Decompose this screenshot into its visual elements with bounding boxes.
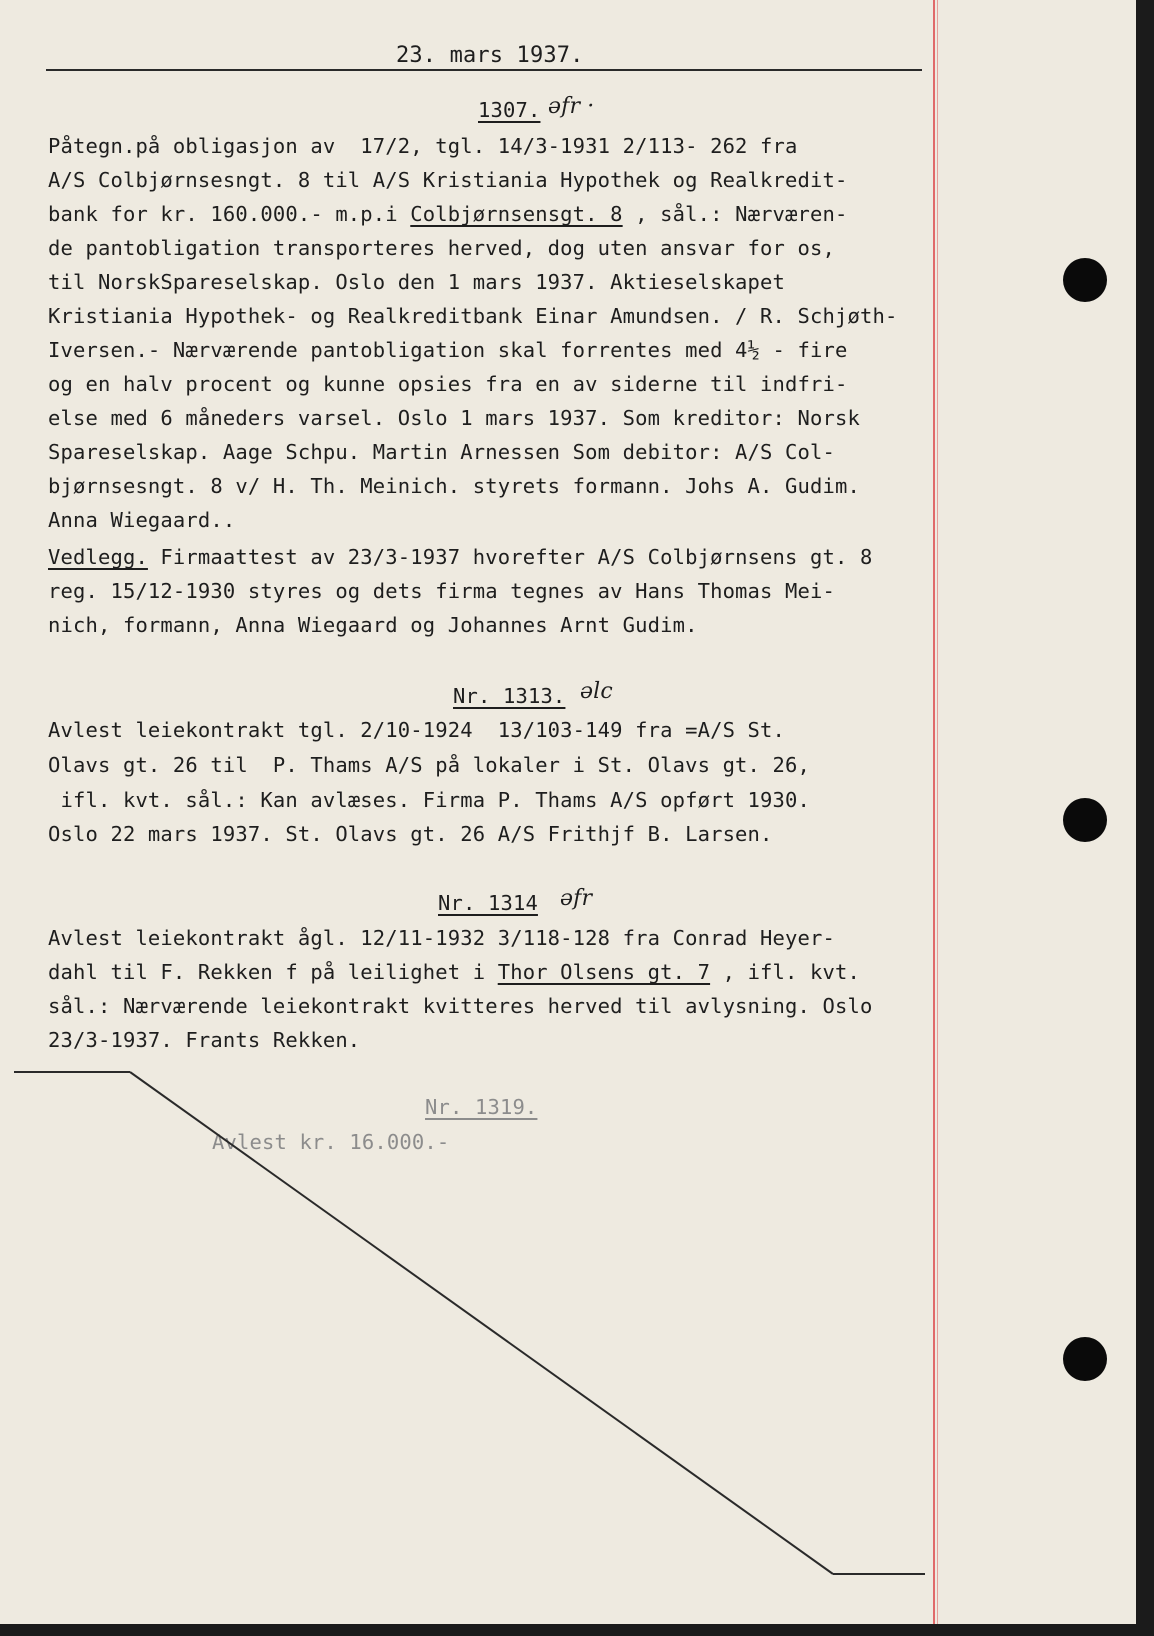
attachment-text: Firmaattest av 23/3-1937 hvorefter A/S Colbjørnsens gt. 8 bbox=[147, 545, 873, 569]
entry-line: de pantobligation transporteres herved, dog uten ansvar for os, bbox=[48, 236, 835, 260]
entry-line: A/S Colbjørnsesngt. 8 til A/S Kristiania Hypothek og Realkredit- bbox=[48, 168, 848, 192]
entry-line: Iversen.- Nærværende pantobligation skal forrentes med 4½ - fire bbox=[48, 338, 848, 362]
entry-line: 23/3-1937. Frants Rekken. bbox=[48, 1028, 361, 1052]
entry-line: else med 6 måneders varsel. Oslo 1 mars 1937. Som kreditor: Norsk bbox=[48, 406, 860, 430]
clerk-initials: ǝfr · bbox=[548, 94, 595, 119]
attachment-label: Vedlegg. bbox=[48, 545, 148, 569]
entry-line-text: dahl til F. Rekken f på leilighet i bbox=[48, 960, 498, 984]
page-date-header: 23. mars 1937. bbox=[396, 43, 584, 68]
entry-line-text: bank for kr. 160.000.- m.p.i bbox=[48, 202, 411, 226]
entry-line: bjørnsesngt. 8 v/ H. Th. Meinich. styrets formann. Johs A. Gudim. bbox=[48, 474, 860, 498]
property-address: Colbjørnsensgt. 8 bbox=[410, 202, 623, 226]
entry-line-text: , ifl. kvt. bbox=[710, 960, 860, 984]
entry-line: ifl. kvt. sål.: Kan avlæses. Firma P. Thams A/S opført 1930. bbox=[48, 788, 811, 812]
entry-line: Avlest leiekontrakt tgl. 2/10-1924 13/103-149 fra =A/S St. bbox=[48, 718, 786, 742]
entry-line: Anna Wiegaard.. bbox=[48, 508, 236, 532]
entry-line: Kristiania Hypothek- og Realkreditbank Einar Amundsen. / R. Schjøth- bbox=[48, 304, 898, 328]
entry-number: Nr. 1314 bbox=[438, 891, 538, 915]
entry-line: Avlest kr. 16.000.- bbox=[212, 1130, 450, 1154]
entry-line: nich, formann, Anna Wiegaard og Johannes Arnt Gudim. bbox=[48, 613, 698, 637]
entry-line-text: , sål.: Nærværen- bbox=[622, 202, 848, 226]
entry-line: sål.: Nærværende leiekontrakt kvitteres herved til avlysning. Oslo bbox=[48, 994, 873, 1018]
entry-line: Avlest leiekontrakt ågl. 12/11-1932 3/118-128 fra Conrad Heyer- bbox=[48, 926, 835, 950]
entry-number: Nr. 1313. bbox=[453, 684, 566, 708]
property-address: Thor Olsens gt. 7 bbox=[497, 960, 711, 984]
entry-number: Nr. 1319. bbox=[425, 1095, 538, 1119]
clerk-initials: ǝfr bbox=[560, 886, 593, 911]
entry-line: til NorskSpareselskap. Oslo den 1 mars 1937. Aktieselskapet bbox=[48, 270, 786, 294]
entry-line: og en halv procent og kunne opsies fra en av siderne til indfri- bbox=[48, 372, 848, 396]
entry-line: Påtegn.på obligasjon av 17/2, tgl. 14/3-1931 2/113- 262 fra bbox=[48, 134, 798, 158]
entry-line: reg. 15/12-1930 styres og dets firma tegnes av Hans Thomas Mei- bbox=[48, 579, 835, 603]
entry-line: Spareselskap. Aage Schpu. Martin Arnessen Som debitor: A/S Col- bbox=[48, 440, 835, 464]
entry-line: Oslo 22 mars 1937. St. Olavs gt. 26 A/S Frithjf B. Larsen. bbox=[48, 822, 773, 846]
entry-number: 1307. bbox=[478, 98, 541, 122]
entry-line: Olavs gt. 26 til P. Thams A/S på lokaler i St. Olavs gt. 26, bbox=[48, 753, 811, 777]
clerk-initials: ǝlc bbox=[580, 679, 613, 704]
